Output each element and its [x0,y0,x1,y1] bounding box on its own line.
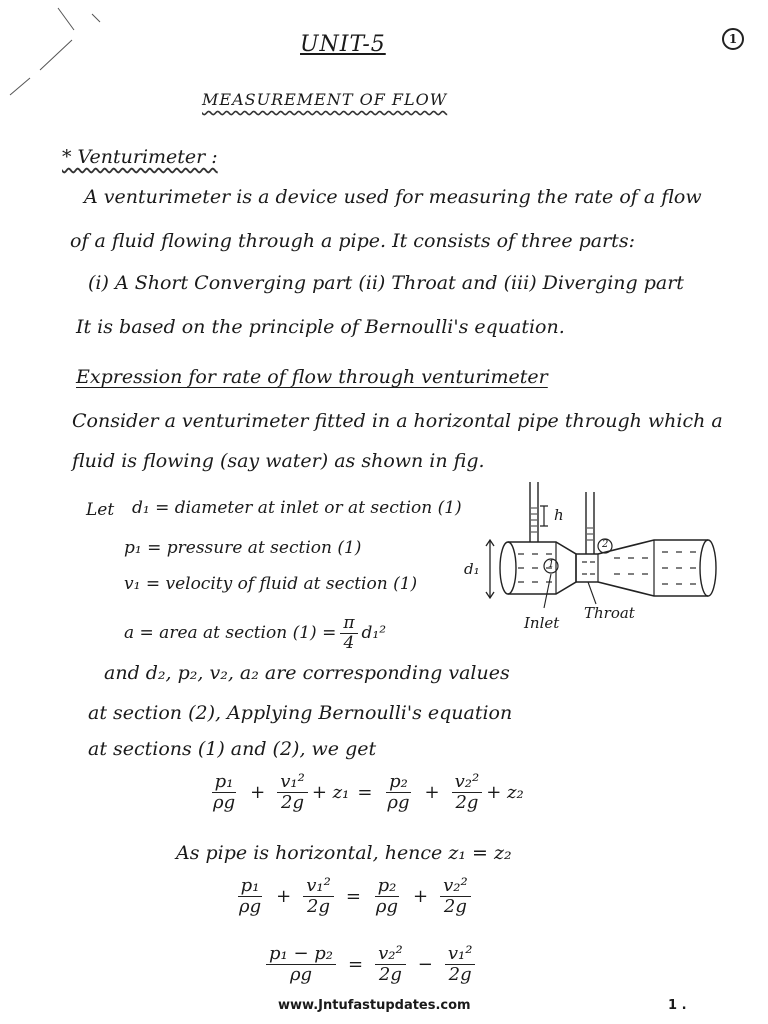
page-marker: 1 [722,28,744,50]
fraction-numerator: v₁² [303,876,334,897]
fraction-denominator: 2g [443,895,467,917]
fraction-denominator: ρg [213,791,236,813]
fraction [452,772,483,813]
fraction [445,944,476,985]
fraction-denominator: 2g [307,895,330,917]
unit-title: UNIT-5 [300,32,386,57]
fraction-numerator: p₁ − p₂ [266,944,336,965]
derivation-heading: Expression for rate of flow through venturimeter [76,366,548,388]
fraction-numerator: p₂ [386,772,411,793]
equals-sign: = [345,885,361,907]
apply-bernoulli-line: at section (2), Applying Bernoulli's equation [88,702,513,724]
def-v1: v₁ = velocity of fluid at section (1) [124,574,418,594]
bernoulli-equation [206,772,524,813]
fraction [384,772,412,813]
corner-scribble [0,0,140,110]
minus-sign: − [417,953,433,975]
figure-label-h: h [554,506,564,524]
fraction-denominator: ρg [375,895,399,917]
fraction [440,876,471,917]
fraction [210,772,238,813]
def-d1: d₁ = diameter at inlet or at section (1) [132,498,462,518]
fraction-denominator: 2g [455,791,479,813]
figure-label-inlet: Inlet [524,614,560,632]
simplified-equation [232,876,475,917]
section-heading: * Venturimeter : [62,146,218,168]
fraction-denominator: 2g [448,963,472,985]
fraction-denominator: ρg [239,895,262,917]
plus-sign: + [250,781,266,803]
fraction-numerator: p₁ [238,876,263,897]
footer-website-link[interactable]: www.Jntufastupdates.com [278,998,471,1013]
term: + z₂ [486,781,524,803]
plus-sign: + [276,885,292,907]
fraction-denominator: 2g [378,963,402,985]
fraction-numerator: v₂² [452,772,483,793]
fraction-denominator: 2g [281,791,304,813]
horizontal-note: As pipe is horizontal, hence z₁ = z₂ [176,842,512,864]
intro-line: A venturimeter is a device used for measuring the rate of a flow [84,186,702,208]
setup-line: fluid is flowing (say water) as shown in fig. [72,450,485,472]
page-subtitle: MEASUREMENT OF FLOW [202,90,448,109]
pressure-difference-equation [262,944,479,985]
let-label: Let [86,500,115,520]
fraction-denominator: ρg [289,963,313,985]
fraction [375,944,406,985]
fraction [236,876,264,917]
plus-sign: + [424,781,440,803]
we-get-line: at sections (1) and (2), we get [88,738,377,760]
intro-line: of a fluid flowing through a pipe. It consists of three parts: [70,230,635,252]
fraction-denominator: ρg [387,791,410,813]
figure-label-section-2: 2 [602,539,609,550]
fraction-denominator: 4 [343,632,355,653]
fraction-numerator: p₁ [212,772,237,793]
plus-sign: + [413,885,429,907]
intro-line: It is based on the principle of Bernoulli's equation. [76,316,565,338]
fraction-numerator: v₂² [440,876,471,897]
fraction [373,876,401,917]
fraction-numerator: p₂ [375,876,400,897]
def-a1-prefix: a = area at section (1) = [124,623,337,644]
corresponding-values-line: and d₂, p₂, v₂, a₂ are corresponding values [104,662,510,684]
intro-line: (i) A Short Converging part (ii) Throat and (iii) Diverging part [88,272,684,294]
fraction-numerator: v₂² [375,944,406,965]
fraction [303,876,334,917]
fraction-numerator: v₁² [445,944,476,965]
def-a1-suffix: d₁² [361,623,387,644]
fraction-numerator: v₁² [277,772,308,793]
fraction [277,772,308,813]
footer-page-number: 1 . [668,998,687,1013]
figure-label-throat: Throat [584,604,635,622]
equals-sign: = [348,953,364,975]
def-a1 [124,614,386,652]
equals-sign: = [357,781,373,803]
term: + z₁ [311,781,350,803]
figure-label-section-1: 1 [548,559,555,570]
fraction [266,944,336,985]
figure-label-d1: d₁ [464,560,480,578]
def-a1-fraction [340,614,357,652]
setup-line: Consider a venturimeter fitted in a horizontal pipe through which a [72,410,723,432]
def-p1: p₁ = pressure at section (1) [124,538,362,558]
fraction-numerator: π [340,614,357,634]
